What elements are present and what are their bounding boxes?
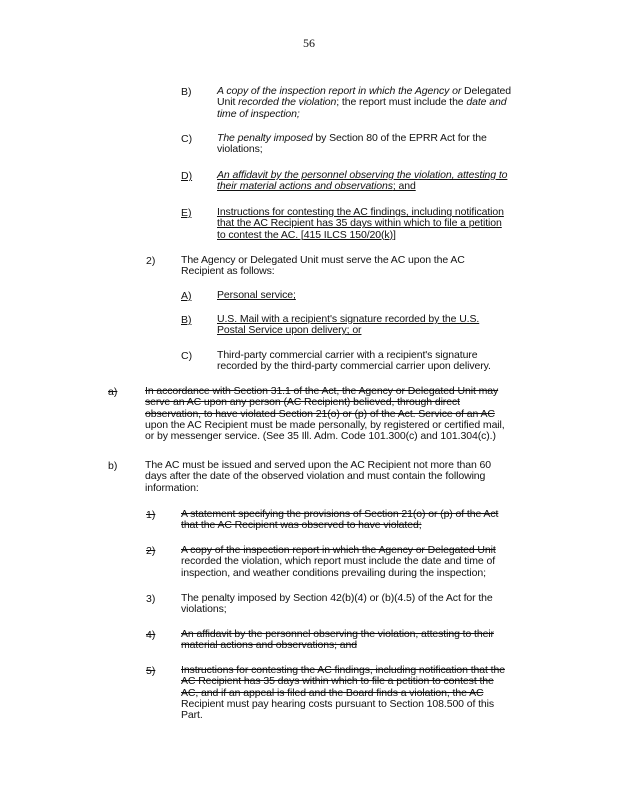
text-line: Instructions for contesting the AC findings, including notification [217, 206, 504, 218]
page-number: 56 [303, 36, 315, 50]
text-line: violations; [217, 143, 263, 156]
text-line: their material actions and observations; and [217, 180, 416, 193]
item-label: E) [181, 207, 192, 219]
text-line: days after the date of the observed violation and must contain the following [145, 470, 486, 483]
text-line: time of inspection; [217, 107, 300, 120]
text-line: The Agency or Delegated Unit must serve the AC upon the AC [181, 254, 465, 266]
text-line: Third-party commercial carrier with a recipient's signature [217, 349, 478, 361]
item-text [217, 86, 543, 120]
item-label: C) [181, 133, 193, 145]
text-line: Recipient must pay hearing costs pursuant to Section 108.500 of this [181, 697, 495, 710]
text-line: In accordance with Section 31.1 of the Act, the Agency or Delegated Unit may [145, 385, 499, 397]
item-text [181, 255, 511, 278]
item-text [181, 593, 547, 616]
item-text [181, 545, 547, 579]
text-line: serve an AC upon any person (AC Recipient) believed, through direct [145, 396, 460, 409]
item-text [217, 314, 543, 337]
text-line: A copy of the inspection report in which the Agency or Delegated [217, 85, 512, 97]
item-text [217, 207, 543, 241]
text-line: U.S. Mail with a recipient's signature recorded by the U.S. [217, 313, 480, 325]
item-label: B) [181, 314, 192, 326]
text-line: material actions and observations; and [181, 639, 357, 652]
text-line: A statement specifying the provisions of Section 21(o) or (p) of the Act [181, 508, 499, 520]
item-label: a) [108, 386, 118, 398]
item-text [217, 170, 543, 193]
item-text [181, 629, 547, 652]
text-line: AC Recipient has 35 days within which to file a petition to contest the [181, 675, 494, 688]
text-line: An affidavit by the personnel observing the violation, attesting to their [181, 628, 494, 640]
item-label: 2) [146, 255, 156, 267]
text-line: observation, to have violated Section 21(o) or (p) of the Act. Service of an AC [145, 407, 495, 420]
item-label: 4) [146, 629, 156, 641]
item-text [217, 350, 543, 373]
text-line: A copy of the inspection report in which the Agency or Delegated Unit [181, 544, 496, 556]
text-line: Personal service; [217, 289, 296, 301]
item-label: 1) [146, 509, 156, 521]
item-label: 3) [146, 593, 156, 605]
text-line: upon the AC Recipient must be made personally, by registered or certified mail, [145, 418, 505, 431]
text-line: AC, and if an appeal is filed and the Board finds a violation, the AC [181, 686, 484, 699]
item-label: A) [181, 290, 192, 302]
item-text [217, 290, 543, 301]
item-text [217, 133, 543, 156]
item-label: B) [181, 86, 192, 98]
text-line: Part. [181, 709, 203, 722]
text-line: information: [145, 481, 199, 494]
text-line: to contest the AC. [415 ILCS 150/20(k)] [217, 228, 396, 241]
text-line: violations; [181, 603, 227, 616]
text-line: The penalty imposed by Section 80 of the EPRR Act for the [217, 132, 487, 144]
item-text [145, 460, 545, 494]
text-line: or by messenger service. (See 35 Ill. Adm. Code 101.300(c) and 101.304(c).) [145, 430, 496, 443]
text-line: Instructions for contesting the AC findings, including notification that the [181, 664, 505, 676]
item-text [181, 509, 547, 532]
text-line: Unit recorded the violation; the report must include the date and [217, 96, 507, 109]
item-label: D) [181, 170, 193, 182]
text-line: inspection, and weather conditions prevailing during the inspection; [181, 566, 486, 579]
text-line: Postal Service upon delivery; or [217, 324, 362, 337]
item-label: b) [108, 460, 118, 472]
text-line: that the AC Recipient was observed to have violated; [181, 519, 422, 532]
text-line: The AC must be issued and served upon the AC Recipient not more than 60 [145, 459, 492, 471]
item-label: C) [181, 350, 193, 362]
item-label: 2) [146, 545, 156, 557]
item-label: 5) [146, 665, 156, 677]
text-line: recorded by the third-party commercial carrier upon delivery. [217, 360, 491, 373]
item-text [181, 665, 547, 721]
text-line: The penalty imposed by Section 42(b)(4) or (b)(4.5) of the Act for the [181, 592, 493, 604]
text-line: that the AC Recipient has 35 days within which to file a petition [217, 217, 502, 230]
text-line: An affidavit by the personnel observing the violation, attesting to [217, 169, 508, 181]
text-line: recorded the violation, which report must include the date and time of [181, 555, 496, 568]
text-line: Recipient as follows: [181, 265, 275, 278]
item-text [145, 386, 553, 442]
